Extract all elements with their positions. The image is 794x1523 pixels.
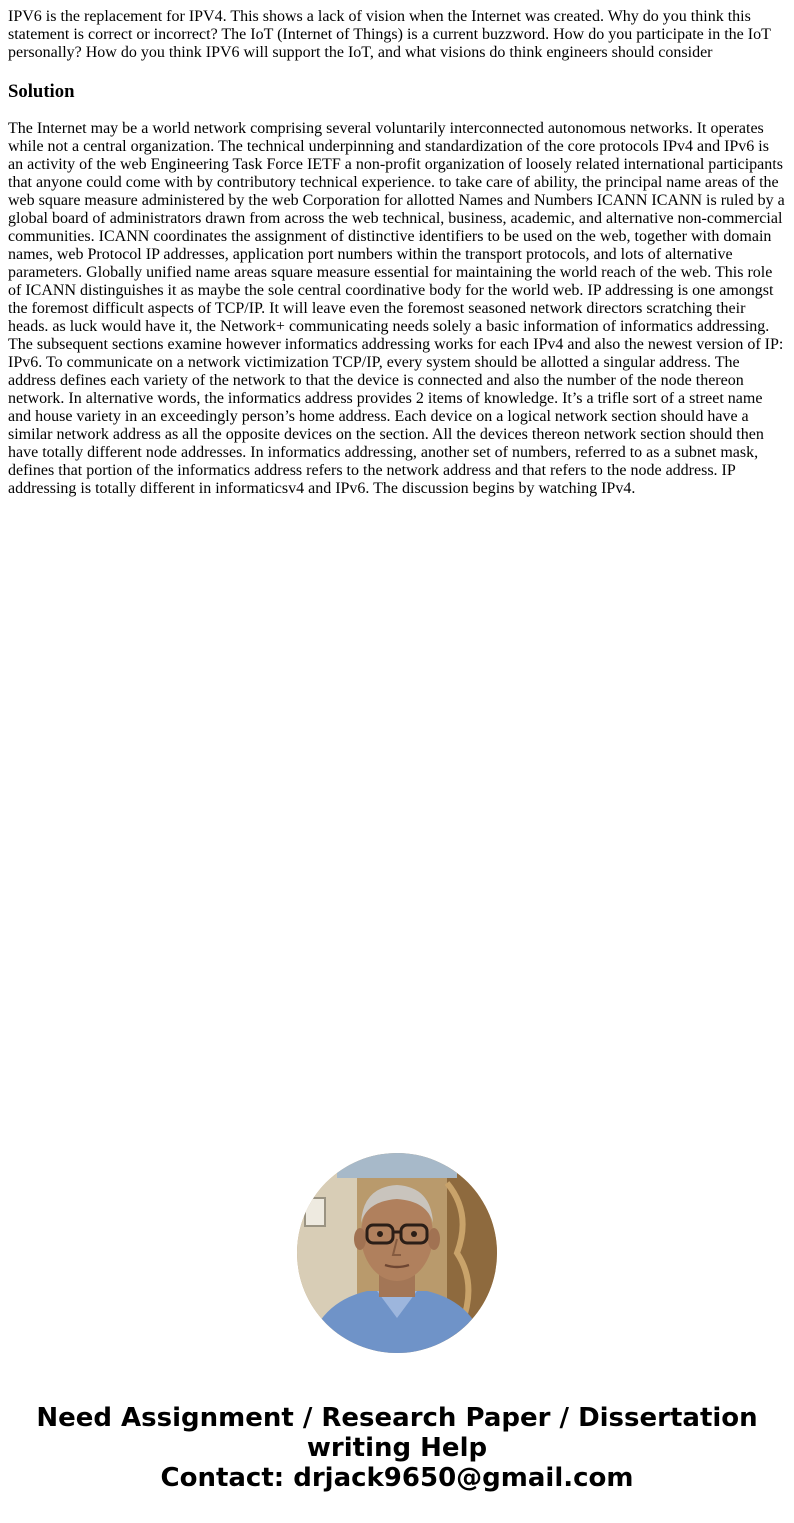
author-avatar — [297, 1153, 497, 1353]
author-portrait-icon — [297, 1153, 497, 1353]
document-body — [8, 8, 786, 498]
promo-banner — [0, 1403, 794, 1493]
promo-contact: Contact: drjack9650@gmail.com — [160, 1463, 634, 1493]
solution-heading: Solution — [8, 81, 75, 102]
promo-line-2: writing Help — [306, 1433, 488, 1463]
solution-text: The Internet may be a world network comprising several voluntarily interconnected autonomous networks. It operates while not a central organization. The technical underpinning and standardization of the core protocols IPv4 and IPv6 is an activity of the web Engineering Task Force IETF a non-profit organization of loosely related international participants that anyone could come with by contributory technical experience. to take care of ability, the principal name areas of the web square measure administered by the web Corporation for allotted Names and Numbers ICANN ICANN is ruled by a global board of administrators drawn from across the web technical, business, academic, and alternative non-commercial communities. ICANN coordinates the assignment of distinctive identifiers to be used on the web, together with domain names, web Protocol IP addresses, application port numbers within the transport protocols, and lots of alternative parameters. Globally unified name areas square measure essential for maintaining the world reach of the web. This role of ICANN distinguishes it as maybe the sole central coordinative body for the world web. IP addressing is one amongst the foremost difficult aspects of TCP/IP. It will leave even the foremost seasoned network directors scratching their heads. as luck would have it, the Network+ communicating needs solely a basic information of informatics addressing. The subsequent sections examine however informatics addressing works for each IPv4 and also the newest version of IP: IPv6. To communicate on a network victimization TCP/IP, every system should be allotted a singular address. The address defines each variety of the network to that the device is connected and also the number of the node thereon network. In alternative words, the informatics address provides 2 items of knowledge. It’s a trifle sort of a street name and house variety in an exceedingly person’s home address. Each device on a logical network section should have a similar network address as all the opposite devices on the section. All the devices thereon network section should then have totally different node addresses. In informatics addressing, another set of numbers, referred to as a subnet mask, defines that portion of the informatics address refers to the network address and that refers to the node address. IP addressing is totally different in informaticsv4 and IPv6. The discussion begins by watching IPv4. — [8, 120, 785, 497]
promo-line-1: Need Assignment / Research Paper / Dissertation — [36, 1403, 758, 1433]
question-text: IPV6 is the replacement for IPV4. This shows a lack of vision when the Internet was created. Why do you think this statement is correct or incorrect? The IoT (Internet of Things) is a current buzzword. How do you participate in the IoT personally? How do you think IPV6 will support the IoT, and what visions do think engineers should consider — [8, 8, 771, 61]
